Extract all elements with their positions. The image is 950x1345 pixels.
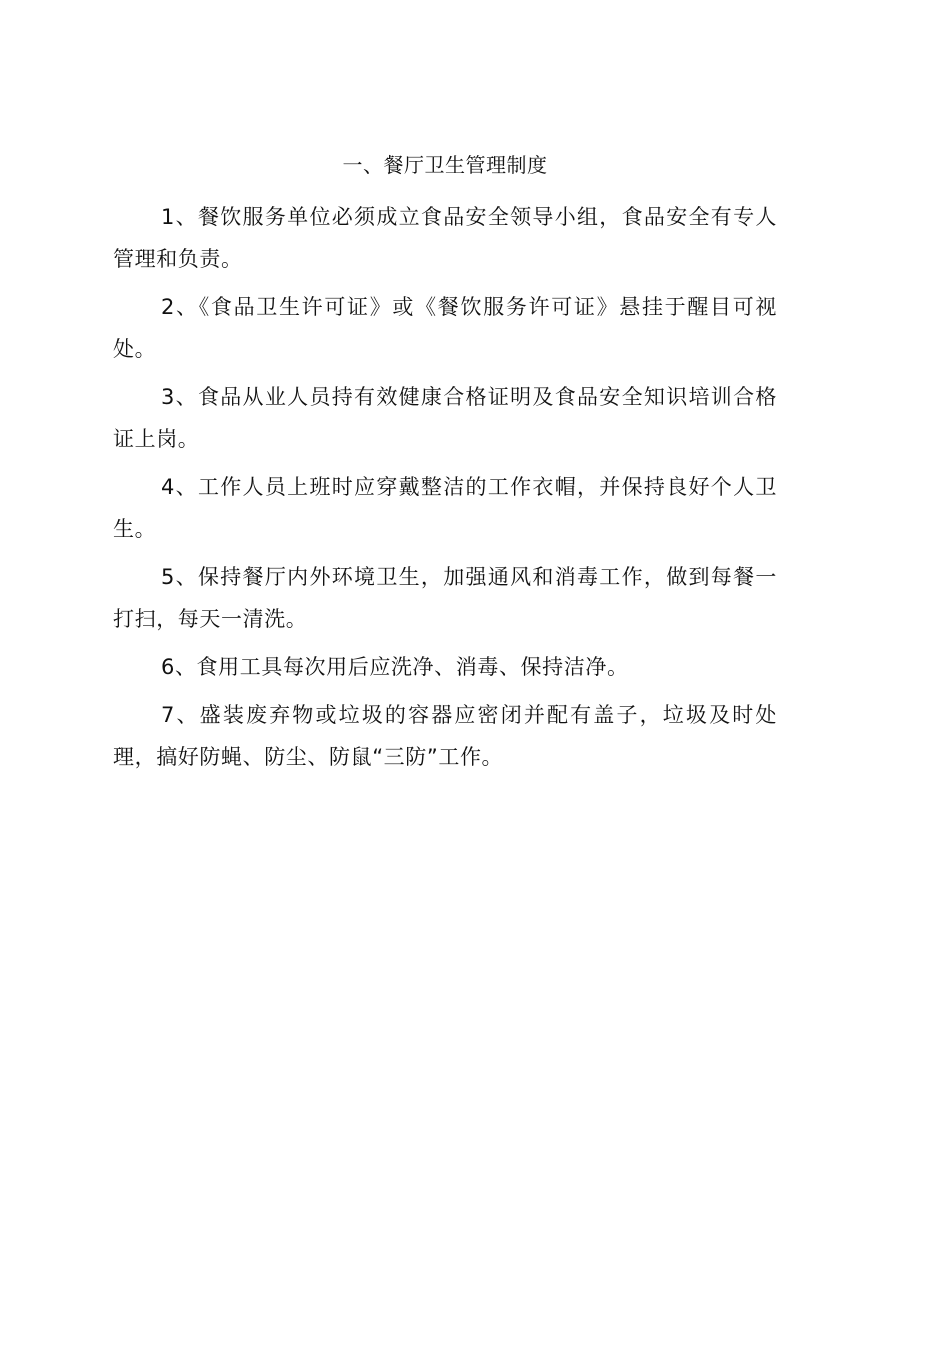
rule-item-3: 3、食品从业人员持有效健康合格证明及食品安全知识培训合格证上岗。 xyxy=(113,385,777,451)
rule-item-5: 5、保持餐厅内外环境卫生，加强通风和消毒工作，做到每餐一打扫，每天一清洗。 xyxy=(113,565,777,631)
rule-item-6: 6、食用工具每次用后应洗净、消毒、保持洁净。 xyxy=(161,655,629,679)
rule-item-4: 4、工作人员上班时应穿戴整洁的工作衣帽，并保持良好个人卫生。 xyxy=(113,475,777,541)
rule-item-2: 2、《食品卫生许可证》或《餐饮服务许可证》悬挂于醒目可视处。 xyxy=(113,295,777,361)
document-body xyxy=(113,148,777,784)
document-title: 一、餐厅卫生管理制度 xyxy=(342,153,548,177)
rule-list xyxy=(113,196,777,778)
rule-item-1: 1、餐饮服务单位必须成立食品安全领导小组，食品安全有专人管理和负责。 xyxy=(113,205,777,271)
rule-item-7: 7、盛装废弃物或垃圾的容器应密闭并配有盖子，垃圾及时处理，搞好防蝇、防尘、防鼠“三防”工作。 xyxy=(113,703,777,769)
